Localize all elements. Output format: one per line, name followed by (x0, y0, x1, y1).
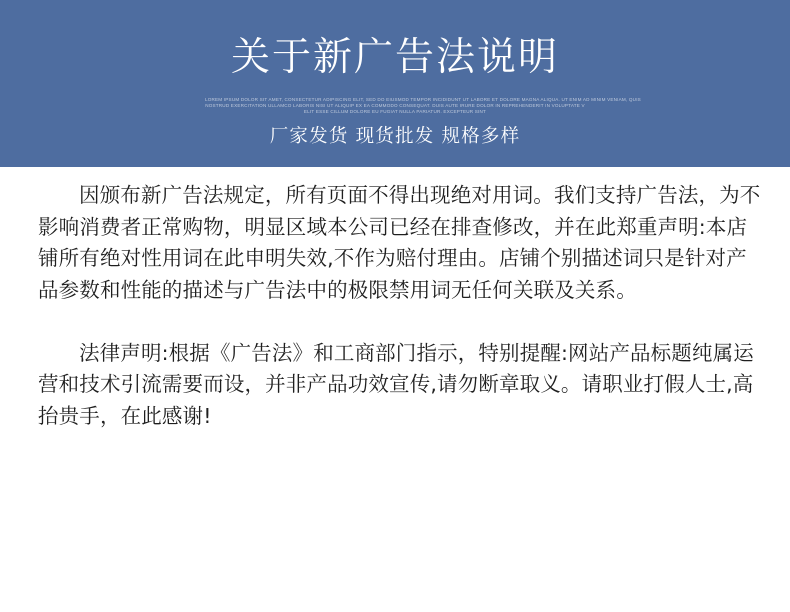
legal-statement-paragraph: 法律声明:根据《广告法》和工商部门指示，特别提醒:网站产品标题纯属运营和技术引流需要而设，并非产品功效宣传,请勿断章取义。请职业打假人士,高抬贵手，在此感谢! (38, 340, 754, 428)
filler-line: LOREM IPSUM DOLOR SIT AMET, CONSECTETUR ADIPISCING ELIT, SED DO EIUSMOD TEMPOR INCIDIDUNT UT LABORE ET DOLORE MAGNA ALIQUA. UT ENIM AD MINIM VENIAM, QUIS (205, 97, 641, 102)
page-subtitle: 厂家发货 现货批发 规格多样 (269, 126, 521, 147)
page-title: 关于新广告法说明 (230, 35, 559, 80)
decorative-filler-text (205, 97, 641, 115)
notice-paragraph: 因颁布新广告法规定，所有页面不得出现绝对用词。我们支持广告法，为不影响消费者正常购物，明显区域本公司已经在排查修改，并在此郑重声明:本店铺所有绝对性用词在此申明失效,不作为赔付理由。店铺个别描述词只是针对产品参数和性能的描述与广告法中的极限禁用词无任何关联及关系。 (38, 183, 761, 302)
header-banner (0, 0, 790, 167)
notice-content (38, 180, 763, 432)
filler-line: NOSTRUD EXERCITATION ULLAMCO LABORIS NISI UT ALIQUIP EX EA COMMODO CONSEQUAT. DUIS AUTE IRURE DOLOR IN REPREHENDERIT IN VOLUPTATE V (205, 103, 585, 108)
filler-line: ELIT ESSE CILLUM DOLORE EU FUGIAT NULLA PARIATUR. EXCEPTEUR SINT (303, 109, 487, 114)
